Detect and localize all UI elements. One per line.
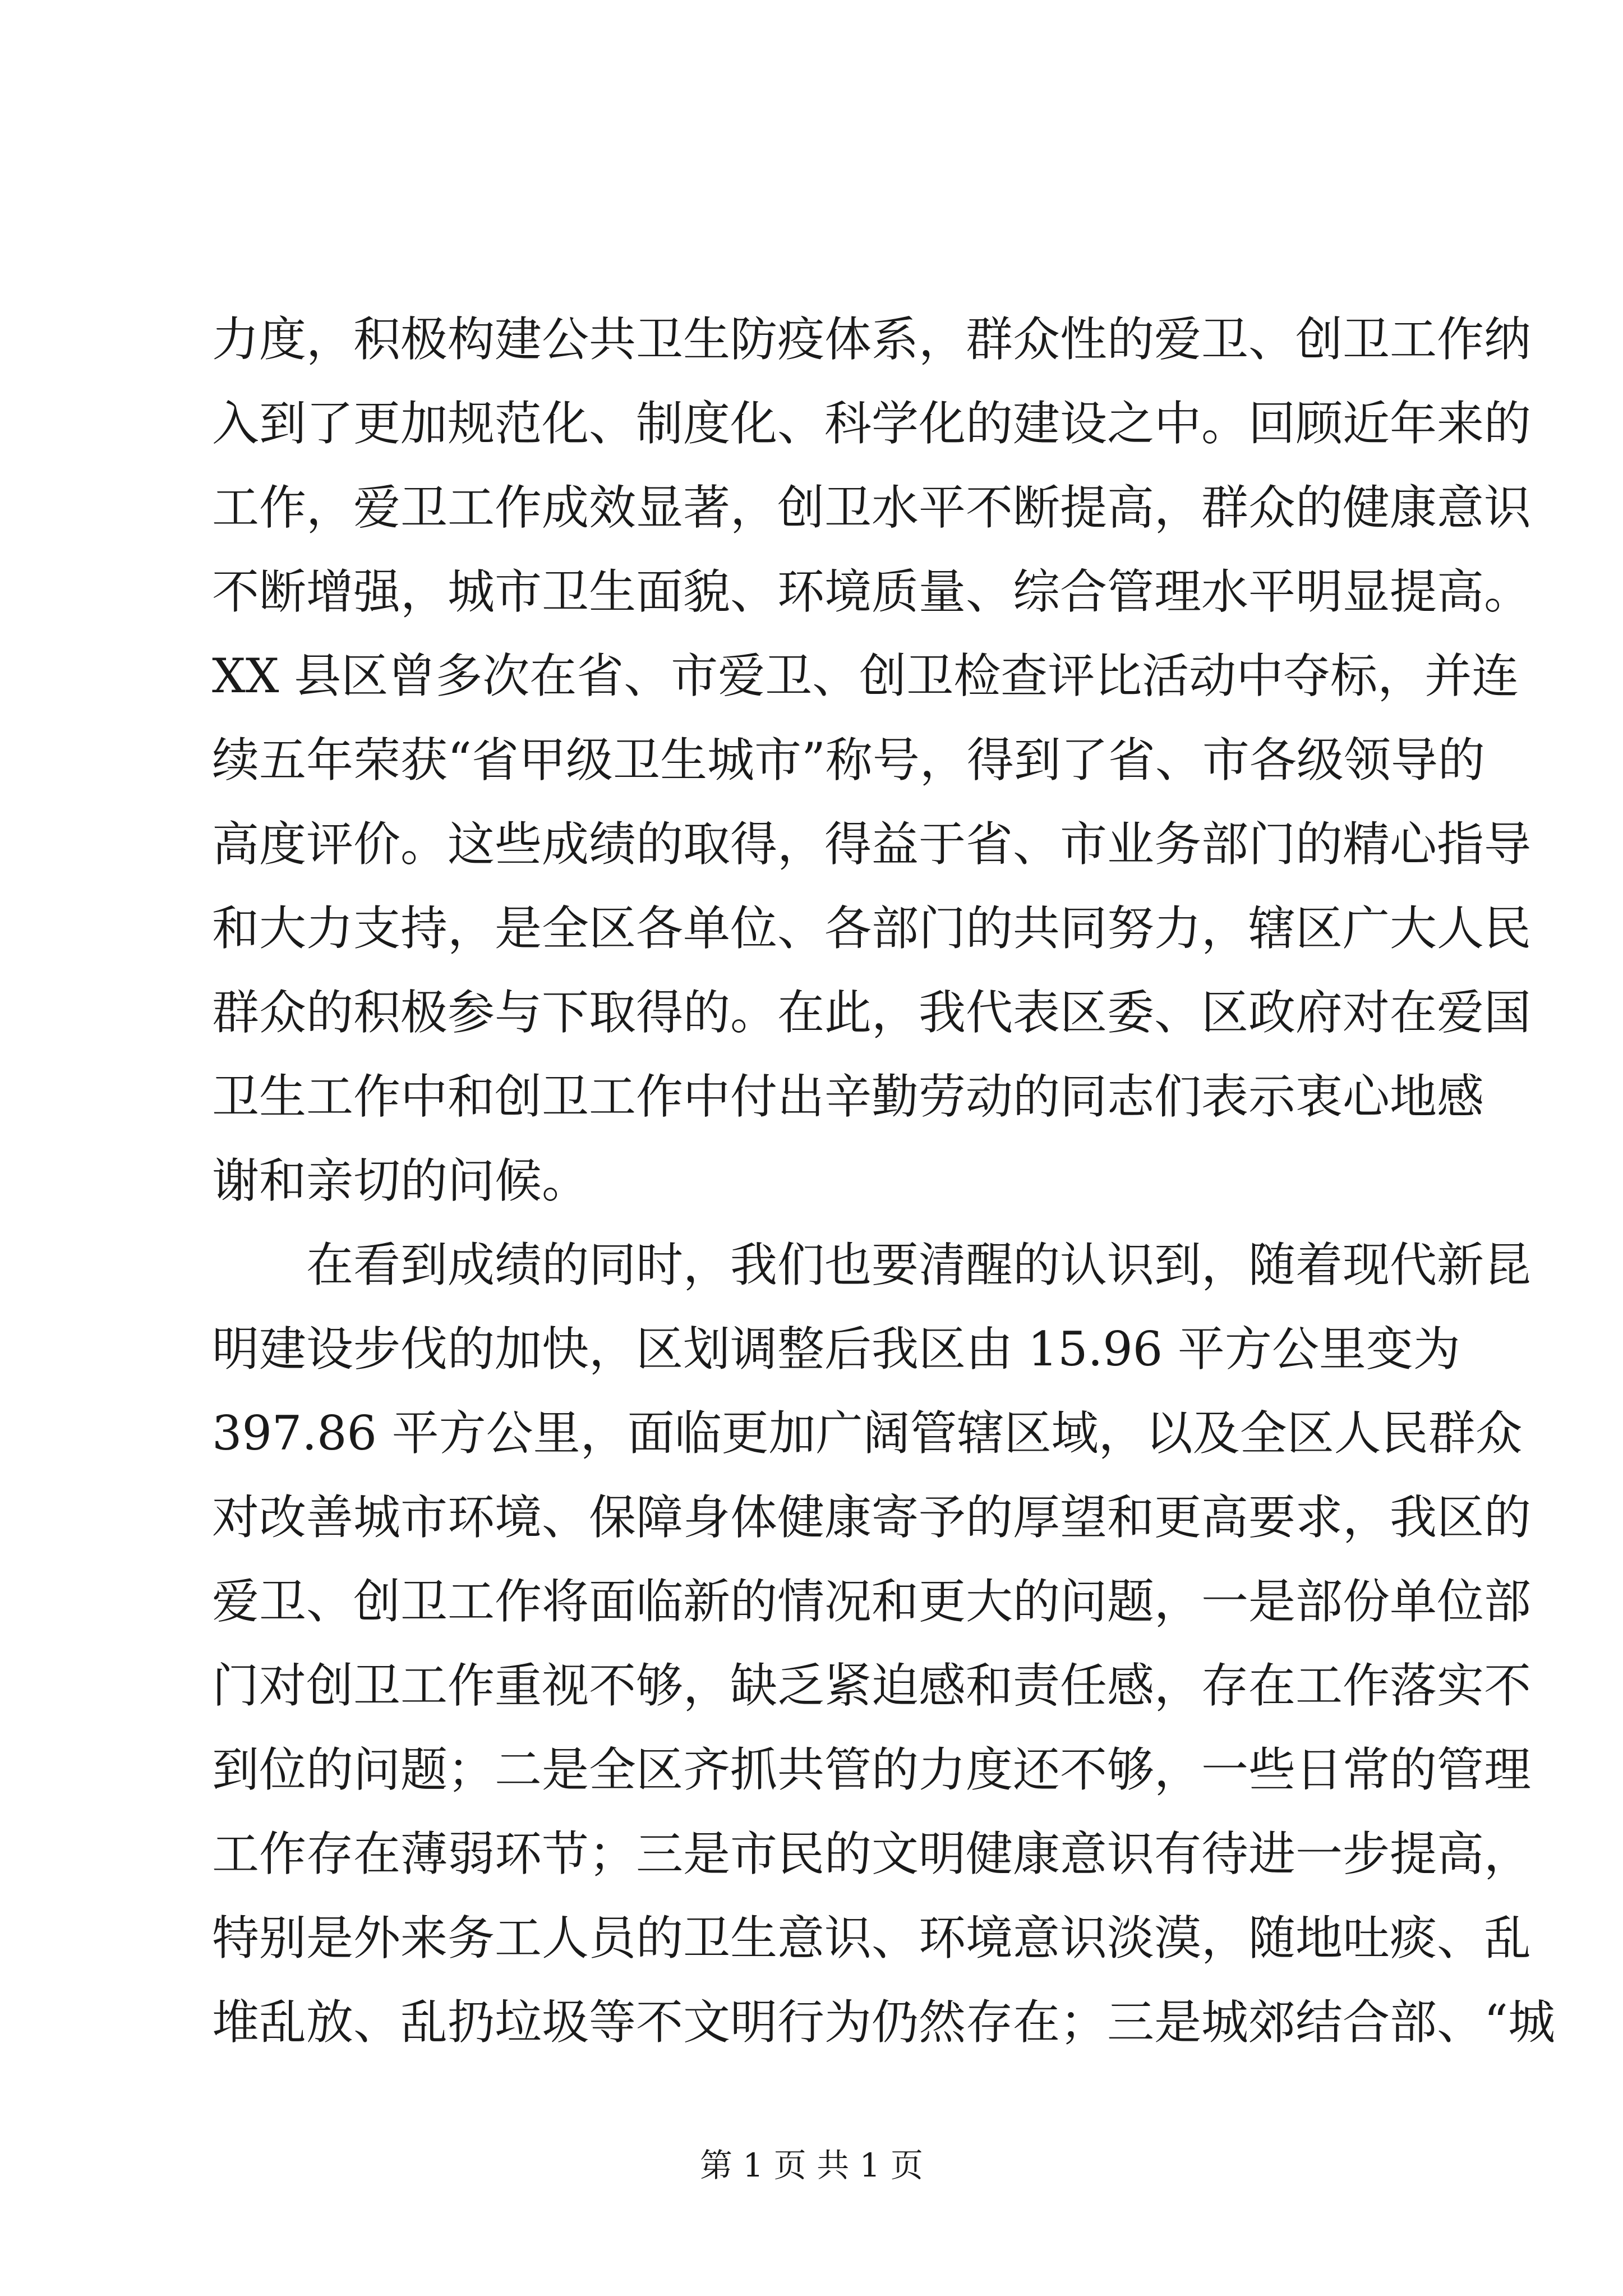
text-line: 门对创卫工作重视不够，缺乏紧迫感和责任感，存在工作落实不 [212,1658,1532,1713]
text-line: 397.86 平方公里，面临更加广阔管辖区域，以及全区人民群众 [212,1406,1523,1461]
text-line: 力度，积极构建公共卫生防疫体系，群众性的爱卫、创卫工作纳 [212,312,1532,367]
text-line: 续五年荣获“省甲级卫生城市”称号，得到了省、市各级领导的 [212,733,1485,788]
text-line: 和大力支持，是全区各单位、各部门的共同努力，辖区广大人民 [212,901,1532,956]
text-line: 到位的问题；二是全区齐抓共管的力度还不够，一些日常的管理 [212,1742,1532,1797]
text-line: 明建设步伐的加快，区划调整后我区由 15.96 平方公里变为 [212,1322,1460,1377]
text-line: 高度评价。这些成绩的取得，得益于省、市业务部门的精心指导 [212,817,1532,872]
text-line: 对改善城市环境、保障身体健康寄予的厚望和更高要求，我区的 [212,1490,1532,1545]
text-line: 不断增强，城市卫生面貌、环境质量、综合管理水平明显提高。 [212,564,1532,619]
text-line: 堆乱放、乱扔垃圾等不文明行为仍然存在；三是城郊结合部、“城 [212,1995,1555,2050]
page-number-footer: 第 1 页 共 1 页 [700,2146,923,2184]
text-line: 卫生工作中和创卫工作中付出辛勤劳动的同志们表示衷心地感 [212,1069,1484,1124]
text-line: 群众的积极参与下取得的。在此，我代表区委、区政府对在爱国 [212,985,1532,1040]
text-line: XX 县区曾多次在省、市爱卫、创卫检查评比活动中夺标，并连 [212,648,1519,703]
text-line: 工作，爱卫工作成效显著，创卫水平不断提高，群众的健康意识 [212,480,1532,535]
body-text [212,297,1555,2064]
text-line: 特别是外来务工人员的卫生意识、环境意识淡漠，随地吐痰、乱 [212,1911,1532,1966]
text-line: 谢和亲切的问候。 [212,1153,589,1208]
text-line: 工作存在薄弱环节；三是市民的文明健康意识有待进一步提高， [212,1826,1532,1881]
paragraph-first-line: 在看到成绩的同时，我们也要清醒的认识到，随着现代新昆 [306,1237,1532,1292]
text-line: 爱卫、创卫工作将面临新的情况和更大的问题，一是部份单位部 [212,1574,1532,1629]
text-line: 入到了更加规范化、制度化、科学化的建设之中。回顾近年来的 [212,396,1532,451]
